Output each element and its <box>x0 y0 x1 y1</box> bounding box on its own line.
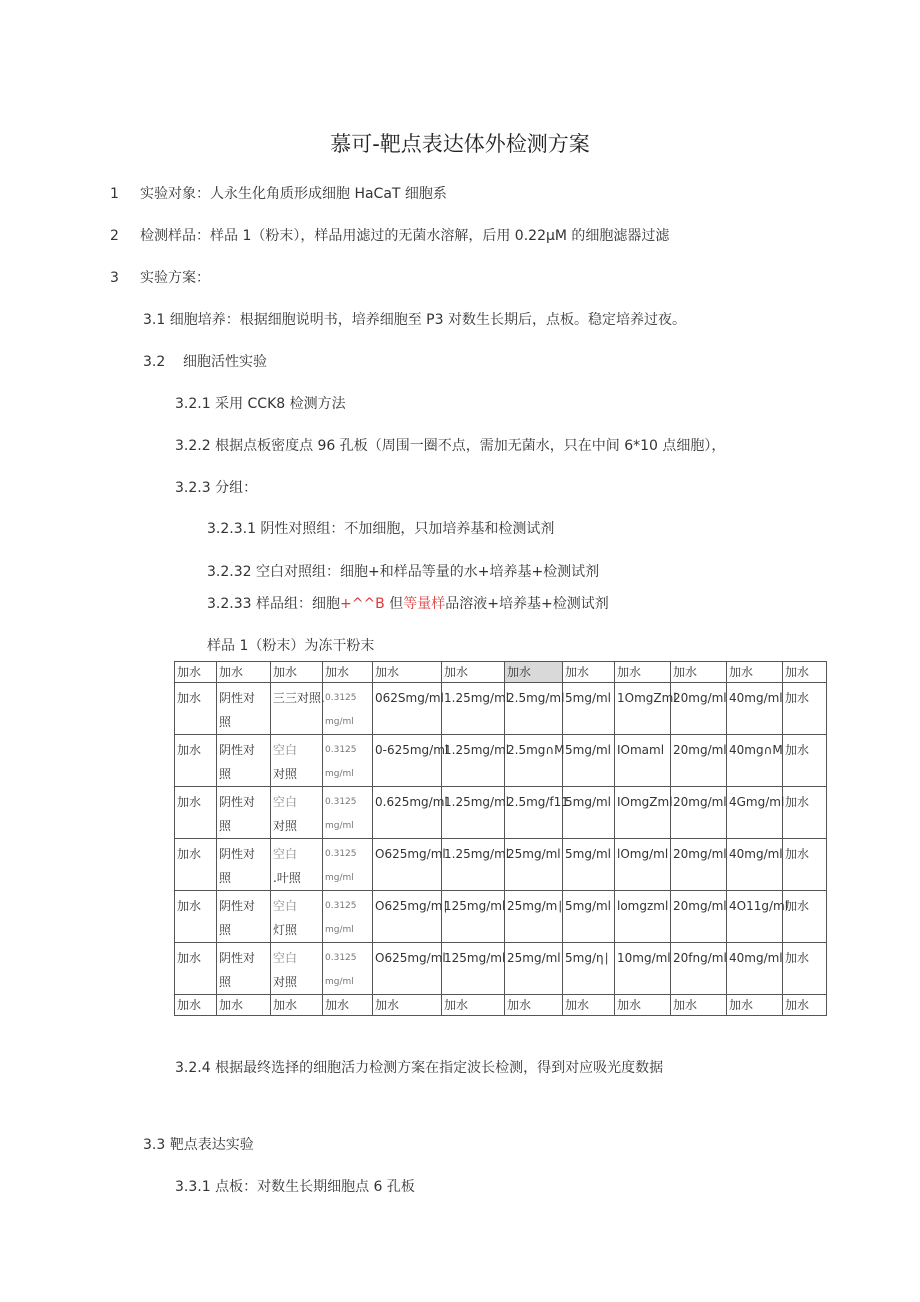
concentration-cell: O625mg/m∣ <box>373 891 442 943</box>
section-3-2-3: 3.2.3 分组： <box>175 480 258 496</box>
concentration-cell: 20mg/ml <box>671 839 727 891</box>
s3233-part-c: 但 <box>384 596 404 612</box>
table-cell: 加水 <box>175 995 217 1016</box>
negative-control-cell <box>217 943 271 995</box>
neg-line-1: 阴性对 <box>219 795 256 809</box>
s3233-part-a: 3.2.33 样品组：细胞 <box>207 596 340 612</box>
concentration-cell: 125mg/ml <box>442 891 505 943</box>
table-row <box>175 662 827 683</box>
section-3-2-4: 3.2.4 根据最终选择的细胞活力检测方案在指定波长检测，得到对应吸光度数据 <box>175 1060 664 1076</box>
sample-note: 样品 1（粉末）为冻干粉末 <box>207 638 375 654</box>
concentration-cell: IOmaml <box>615 735 671 787</box>
table-cell: 加水 <box>505 662 563 683</box>
concentration-cell <box>323 787 373 839</box>
concentration-cell: 125mg/ml <box>442 943 505 995</box>
conc-line-2: mg/ml <box>325 925 354 935</box>
concentration-cell: 1.25mg/ml <box>442 735 505 787</box>
blank-control-cell <box>271 839 323 891</box>
table-cell: 加水 <box>671 662 727 683</box>
section-3-2-number: 3.2 <box>143 354 166 370</box>
concentration-cell: 1.25mg/ml <box>442 839 505 891</box>
blank-line-2: .叶照 <box>273 871 301 885</box>
table-cell: 加水 <box>175 662 217 683</box>
table-row <box>175 943 827 995</box>
section-3-3: 3.3 靶点表达实验 <box>143 1137 254 1153</box>
concentration-cell: 20mg/ml <box>671 735 727 787</box>
concentration-cell: 40mg/ml <box>727 943 783 995</box>
concentration-cell: IOmgZml <box>615 787 671 839</box>
neg-line-1: 阴性对 <box>219 951 256 965</box>
concentration-cell: 40mg/ml <box>727 683 783 735</box>
concentration-cell <box>323 839 373 891</box>
table-cell: 加水 <box>727 662 783 683</box>
s3233-part-b: +^^B <box>339 596 385 612</box>
table-row <box>175 787 827 839</box>
concentration-cell: 4Gmg/ml <box>727 787 783 839</box>
concentration-cell: 5mg/ml <box>563 735 615 787</box>
conc-line-2: mg/ml <box>325 873 354 883</box>
item-3 <box>110 267 210 287</box>
concentration-cell: 25mg/m∣ <box>505 891 563 943</box>
table-cell: 加水 <box>175 839 217 891</box>
table-cell: 加水 <box>323 662 373 683</box>
blank-line-1: 空白 <box>273 951 298 965</box>
table-cell: 加水 <box>783 995 827 1016</box>
concentration-cell: O625mg/ml <box>373 943 442 995</box>
concentration-cell: 4O11g/ml <box>727 891 783 943</box>
concentration-cell: 20mg/ml <box>671 787 727 839</box>
neg-line-2: 照 <box>219 819 232 833</box>
concentration-cell: 40mg/ml <box>727 839 783 891</box>
table-cell: 加水 <box>175 787 217 839</box>
concentration-cell: O625mg/ml <box>373 839 442 891</box>
item-2-number: 2 <box>110 228 119 244</box>
neg-line-1: 阴性对 <box>219 743 256 757</box>
blank-line-1: 空白 <box>273 795 298 809</box>
concentration-cell <box>323 683 373 735</box>
concentration-cell: 1.25mg/ml <box>442 787 505 839</box>
concentration-cell: 0.625mg/ml <box>373 787 442 839</box>
blank-line-1: 空白 <box>273 743 298 757</box>
conc-line-1: 0.3125 <box>325 745 357 755</box>
table-cell: 加水 <box>615 662 671 683</box>
table-cell: 加水 <box>175 683 217 735</box>
table-cell: 加水 <box>323 995 373 1016</box>
table-cell: 加水 <box>442 662 505 683</box>
concentration-cell: 5mg/η∣ <box>563 943 615 995</box>
concentration-cell: 20fng/ml <box>671 943 727 995</box>
negative-control-cell <box>217 683 271 735</box>
concentration-cell <box>323 891 373 943</box>
table-cell: 加水 <box>563 995 615 1016</box>
table-cell: 加水 <box>175 891 217 943</box>
neg-line-2: 照 <box>219 975 232 989</box>
conc-line-1: 0.3125 <box>325 849 357 859</box>
negative-control-cell <box>217 891 271 943</box>
neg-line-2: 照 <box>219 923 232 937</box>
section-3-3-1: 3.3.1 点板：对数生长期细胞点 6 孔板 <box>175 1179 415 1195</box>
concentration-cell <box>323 735 373 787</box>
item-1-number: 1 <box>110 186 119 202</box>
table-row <box>175 995 827 1016</box>
neg-line-2: 照 <box>219 715 232 729</box>
blank-control-cell <box>271 787 323 839</box>
item-2-text: 检测样品：样品 1（粉末），样品用滤过的无菌水溶解，后用 0.22μM 的细胞滤器过滤 <box>140 228 670 244</box>
concentration-cell: 20mg/ml <box>671 891 727 943</box>
conc-line-2: mg/ml <box>325 717 354 727</box>
blank-control-cell <box>271 735 323 787</box>
section-3-2-text: 细胞活性实验 <box>183 354 267 370</box>
page-title: 慕可-靶点表达体外检测方案 <box>330 132 590 156</box>
table-cell: 加水 <box>783 662 827 683</box>
concentration-cell: lomgzml <box>615 891 671 943</box>
s3233-part-d: 等量样 <box>403 596 446 612</box>
concentration-cell: 2.5mg∩M <box>505 735 563 787</box>
negative-control-cell <box>217 735 271 787</box>
concentration-cell: 062Smg/ml <box>373 683 442 735</box>
conc-line-2: mg/ml <box>325 977 354 987</box>
concentration-cell: 5mg/ml <box>563 891 615 943</box>
table-cell: 加水 <box>727 995 783 1016</box>
concentration-cell <box>323 943 373 995</box>
concentration-cell: 20mg/ml <box>671 683 727 735</box>
neg-line-2: 照 <box>219 767 232 781</box>
concentration-cell: 5mg/ml <box>563 683 615 735</box>
table-cell: 加水 <box>563 662 615 683</box>
conc-line-1: 0.3125 <box>325 953 357 963</box>
section-3-2-3-1: 3.2.3.1 阴性对照组：不加细胞，只加培养基和检测试剂 <box>207 521 555 537</box>
table-cell: 加水 <box>271 662 323 683</box>
table-row <box>175 891 827 943</box>
section-3-2-2: 3.2.2 根据点板密度点 96 孔板（周围一圈不点，需加无菌水，只在中间 6*10 点细胞）， <box>175 438 726 454</box>
concentration-cell: 0-625mg/ml <box>373 735 442 787</box>
table-cell: 加水 <box>442 995 505 1016</box>
negative-control-cell <box>217 839 271 891</box>
table-row <box>175 683 827 735</box>
table-cell: 加水 <box>615 995 671 1016</box>
conc-line-2: mg/ml <box>325 769 354 779</box>
table-cell: 加水 <box>175 735 217 787</box>
blank-control-cell <box>271 891 323 943</box>
blank-line-2: 三三对照. <box>273 691 325 705</box>
table-cell: 加水 <box>373 662 442 683</box>
plate-layout-table <box>174 661 827 1016</box>
blank-line-2: 对照 <box>273 767 298 781</box>
s3233-part-e: 品溶液+培养基+检测试剂 <box>445 596 609 612</box>
neg-line-2: 照 <box>219 871 232 885</box>
conc-line-1: 0.3125 <box>325 693 357 703</box>
table-cell: 加水 <box>671 995 727 1016</box>
table-cell: 加水 <box>505 995 563 1016</box>
neg-line-1: 阴性对 <box>219 847 256 861</box>
concentration-cell: lOmg/ml <box>615 839 671 891</box>
table-cell: 加水 <box>217 662 271 683</box>
table-cell: 加水 <box>783 839 827 891</box>
blank-line-1: 空白 <box>273 847 298 861</box>
blank-line-2: 灯照 <box>273 923 298 937</box>
concentration-cell: 40mg∩M <box>727 735 783 787</box>
conc-line-1: 0.3125 <box>325 797 357 807</box>
table-cell: 加水 <box>217 995 271 1016</box>
table-cell: 加水 <box>783 787 827 839</box>
conc-line-2: mg/ml <box>325 821 354 831</box>
table-cell: 加水 <box>373 995 442 1016</box>
item-2 <box>110 225 669 245</box>
table-cell: 加水 <box>783 943 827 995</box>
concentration-cell: 2.5mg/ml <box>505 683 563 735</box>
negative-control-cell <box>217 787 271 839</box>
table-cell: 加水 <box>783 735 827 787</box>
table-cell: 加水 <box>175 943 217 995</box>
conc-line-1: 0.3125 <box>325 901 357 911</box>
blank-control-cell <box>271 943 323 995</box>
section-3-2 <box>143 351 267 371</box>
table-cell: 加水 <box>271 995 323 1016</box>
concentration-cell: 10mg/ml <box>615 943 671 995</box>
concentration-cell: 1OmgZml <box>615 683 671 735</box>
section-3-2-3-2: 3.2.32 空白对照组：细胞+和样品等量的水+培养基+检测试剂 <box>207 564 600 580</box>
concentration-cell: 5mg/ml <box>563 787 615 839</box>
concentration-cell: 25mg/ml <box>505 943 563 995</box>
blank-line-2: 对照 <box>273 819 298 833</box>
blank-line-2: 对照 <box>273 975 298 989</box>
table-cell: 加水 <box>783 683 827 735</box>
table-row <box>175 735 827 787</box>
blank-control-cell <box>271 683 323 735</box>
blank-line-1: 空白 <box>273 899 298 913</box>
neg-line-1: 阴性对 <box>219 691 256 705</box>
neg-line-1: 阴性对 <box>219 899 256 913</box>
item-3-text: 实验方案： <box>140 270 210 286</box>
item-1 <box>110 183 447 203</box>
section-3-2-1: 3.2.1 采用 CCK8 检测方法 <box>175 396 346 412</box>
item-3-number: 3 <box>110 270 119 286</box>
concentration-cell: 25mg/ml <box>505 839 563 891</box>
concentration-cell: 2.5mg/f11 <box>505 787 563 839</box>
table-row <box>175 839 827 891</box>
item-1-text: 实验对象：人永生化角质形成细胞 HaCaT 细胞系 <box>140 186 447 202</box>
section-3-1: 3.1 细胞培养：根据细胞说明书，培养细胞至 P3 对数生长期后，点板。稳定培养过夜。 <box>143 312 686 328</box>
concentration-cell: 5mg/ml <box>563 839 615 891</box>
table-cell: 加水 <box>783 891 827 943</box>
section-3-2-3-3 <box>207 593 609 613</box>
concentration-cell: 1.25mg/ml <box>442 683 505 735</box>
